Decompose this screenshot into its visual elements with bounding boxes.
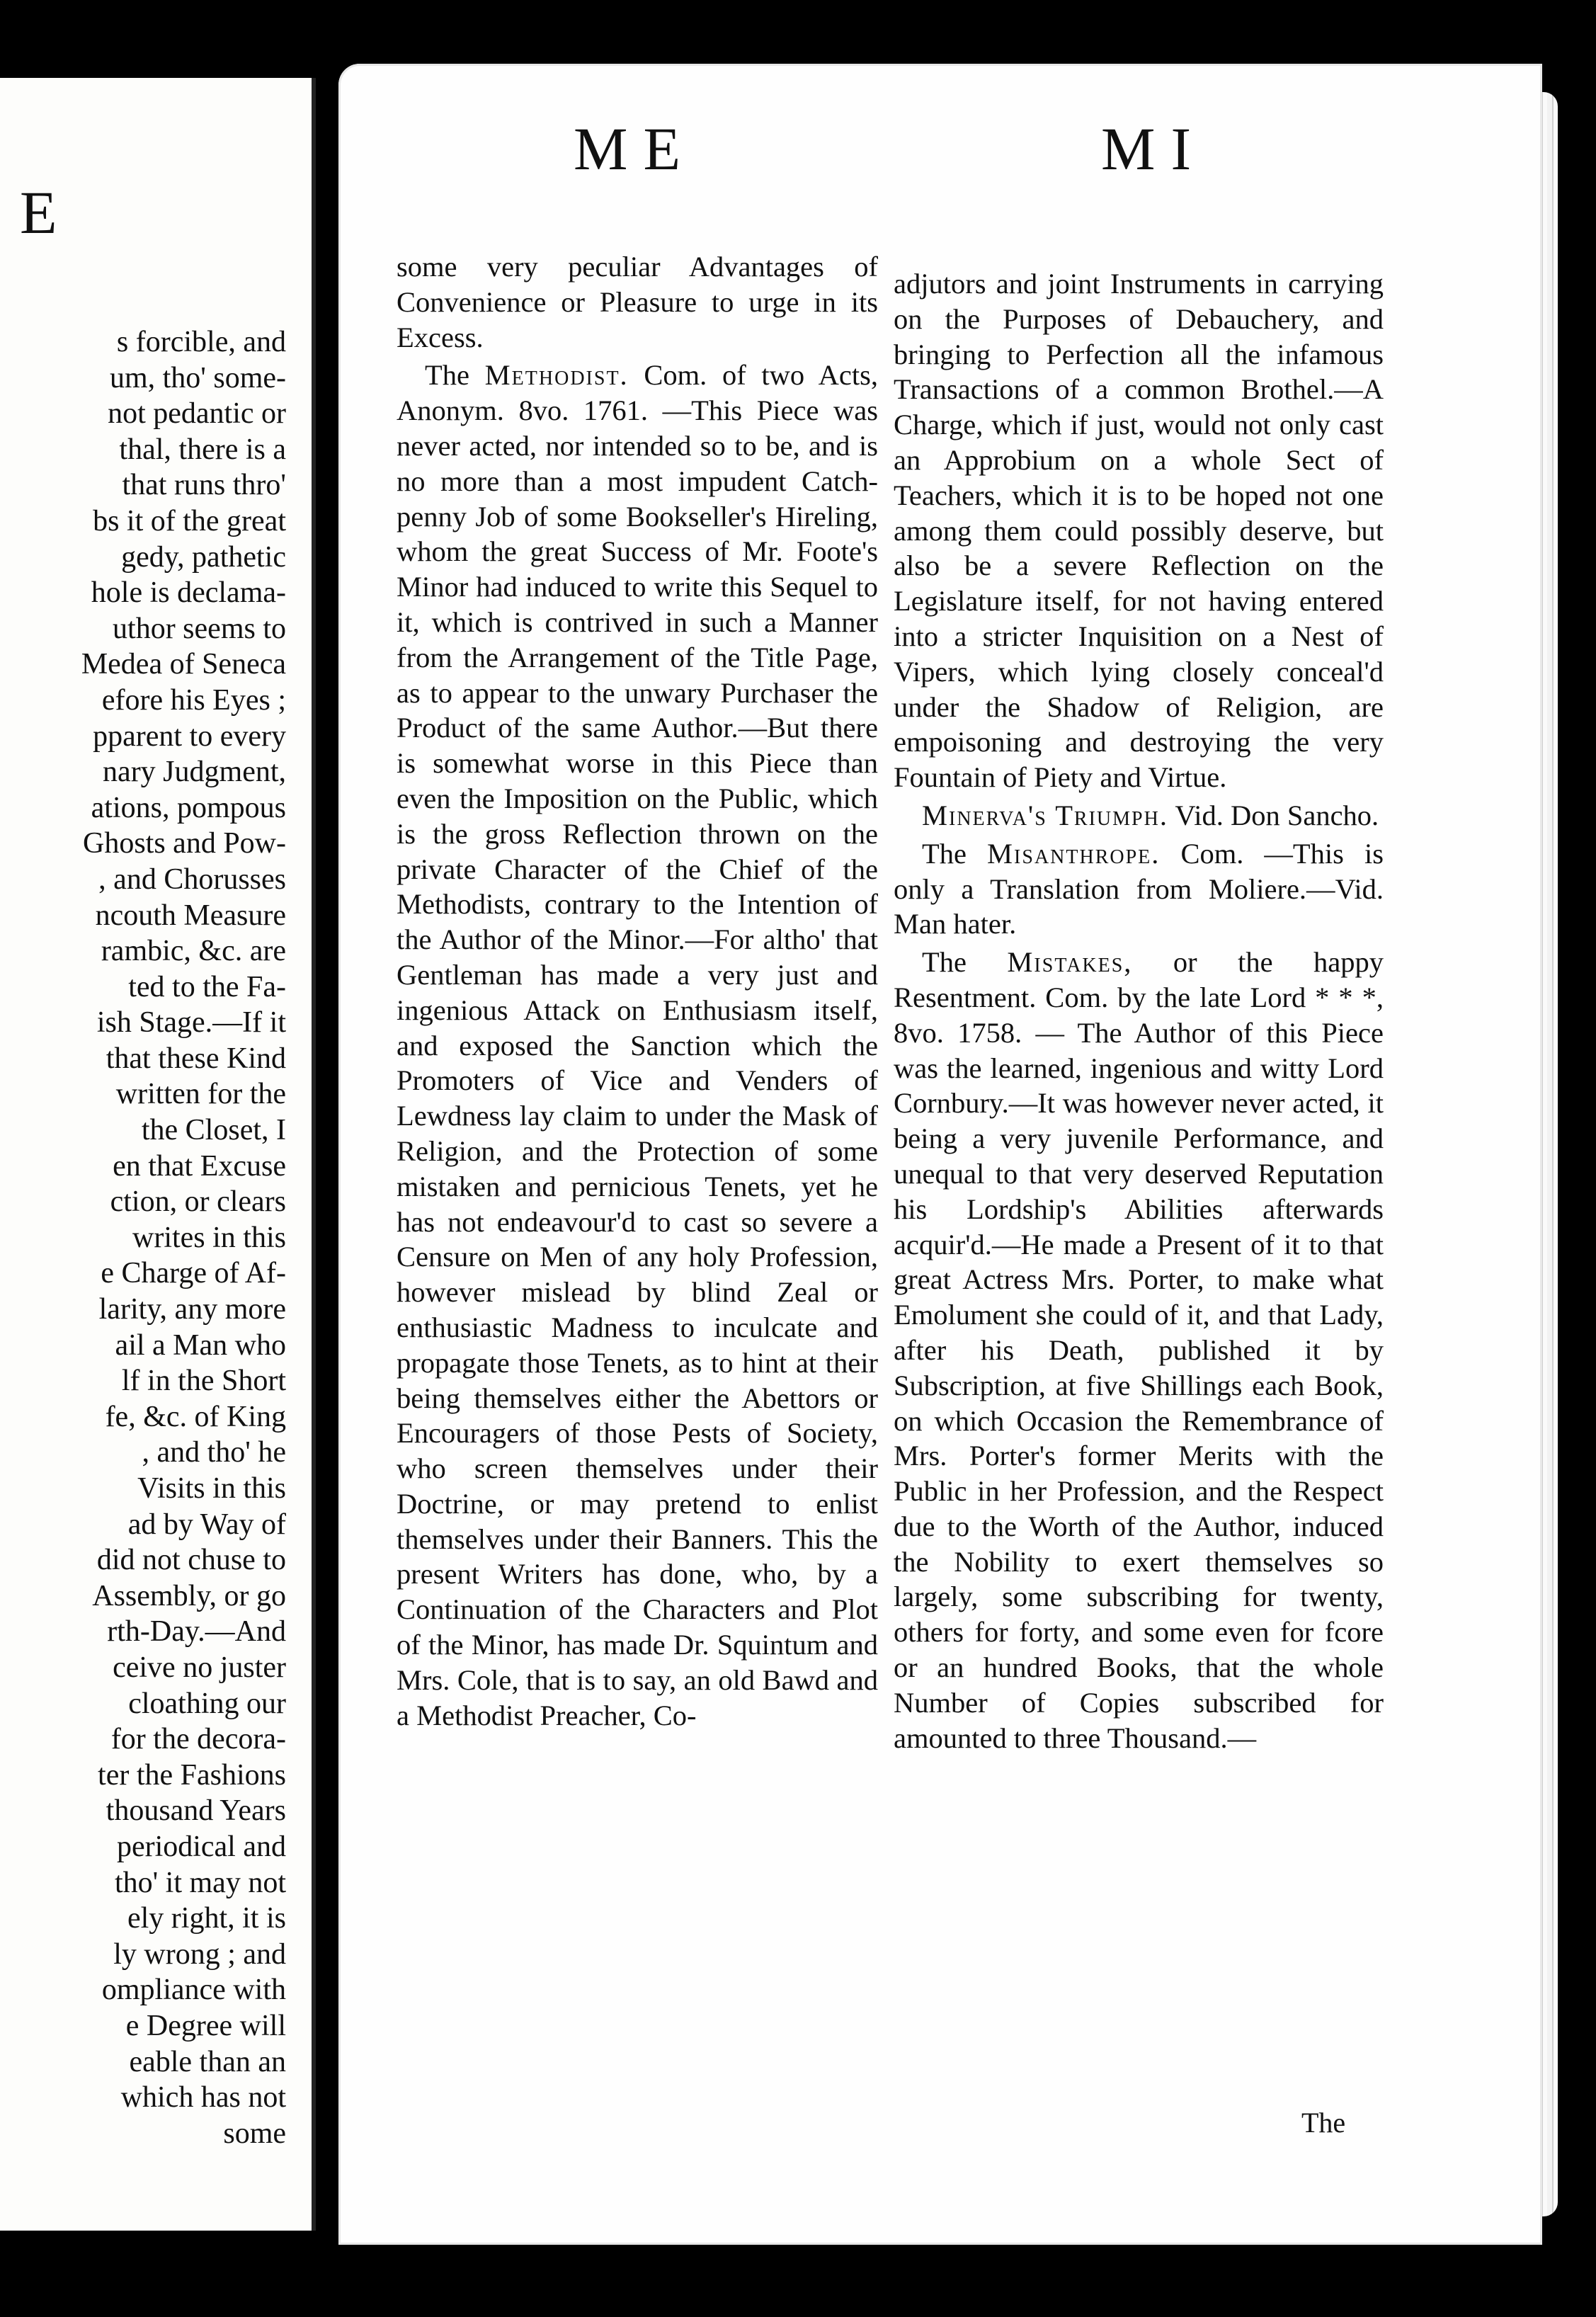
left-page-line: tho' it may not: [114, 1866, 286, 1899]
paragraph: adjutors and joint Instruments in carrying on the Purposes of Debauchery, and bringing to Perfection all the infamous Transactions of a common Brothel.—A Charge, which if just, would not only cast an Approbium on a whole Sect of Teachers, which it is to be hoped not one among them could possibly deserve, but also be a severe Reflection on the Legislature itself, for not having entered into a stricter Inquisition on a Nest of Vipers, which lying closely conceal'd under the Shadow of Religion, are empoisoning and destroying the very Fountain of Piety and Virtue.: [894, 268, 1384, 794]
left-page-text: [0, 324, 286, 2151]
left-page-line: that these Kind: [106, 1042, 286, 1075]
column-left: [397, 249, 878, 1733]
left-page-line: e Degree will: [125, 2009, 286, 2042]
running-head-left: ME: [574, 115, 696, 183]
left-page-line: en that Excuse: [113, 1149, 286, 1183]
left-page-line: the Closet, I: [141, 1114, 286, 1147]
left-page-line: written for the: [115, 1078, 286, 1111]
left-page-line: uthor seems to: [113, 612, 286, 645]
running-head-right: MI: [1101, 115, 1207, 183]
entry-title: Mistakes,: [1007, 946, 1133, 979]
left-page-line: cloathing our: [128, 1687, 286, 1720]
entry-lead: The: [425, 359, 469, 392]
left-page-line: ncouth Measure: [95, 899, 286, 932]
column-right: [894, 266, 1384, 1755]
left-page-line: hole is declama-: [91, 576, 286, 610]
entry-mistakes: [894, 945, 1384, 1755]
left-page-line: did not chuse to: [96, 1544, 286, 1577]
left-page-line: thal, there is a: [119, 433, 286, 466]
entry-text: Com. —This is only a Translation from Moliere.—Vid. Man hater.: [894, 837, 1384, 940]
left-page-line: lf in the Short: [121, 1365, 286, 1398]
entry-text: or the happy Resentment. Com. by the late Lord * * *, 8vo. 1758. — The Author of this Piece was the learned, ingenious and witty Lord Cornbury.—It was however never acted, it being a very juvenile Performance, and unequal to that very deserved Reputation his Lordship's Abilities afterwards acquir'd.—He made a Present of it to that great Actress Mrs. Porter, to make what Emolument she could of it, and that Lady, after his Death, published it by Subscription, at five Shillings each Book, on which Occasion the Remembrance of Mrs. Porter's former Merits with the Public in her Profession, and the Respect due to the Worth of the Author, induced the Nobility to exert themselves so largely, some subscribing for twenty, others for forty, and some even for fcore or an hundred Books, that the whole Number of Copies subscribed for amounted to three Thousand.—: [894, 946, 1384, 1754]
left-page-line: ations, pompous: [91, 791, 286, 824]
entry-methodist: [397, 358, 878, 1733]
left-page-line: ction, or clears: [110, 1185, 286, 1219]
left-page-line: ted to the Fa-: [128, 970, 286, 1003]
left-page-line: Assembly, or go: [92, 1579, 286, 1612]
left-page-line: periodical and: [116, 1830, 286, 1863]
entry-lead: The: [922, 837, 967, 870]
entry-minerva: [894, 798, 1384, 833]
entry-text: Com. of two Acts, Anonym. 8vo. 1761. —This Piece was never acted, nor intended so to be, and is no more than a most impudent Catch-penny Job of some Bookseller's Hireling, whom the great Success of Mr. Foote's Minor had induced to write this Sequel to it, which is contrived in such a Manner from the Arrangement of the Title Page, as to appear to the unwary Purchaser the Product of the same Author.—But there is somewhat worse in this Piece than even the Imposition on the Public, which is the gross Reflection thrown on the private Character of the Chief of the Methodists, contrary to the Intention of the Author of the Minor.—For altho' that Gentleman has made a very just and ingenious Attack on Enthusiasm itself, and exposed the Sanction which the Promoters of Vice and Venders of Lewdness lay claim to under the Mask of Religion, and the Protection of some mistaken and pernicious Tenets, yet he has not endeavour'd to cast so severe a Censure on Men of any holy Profession, however mislead by blind Zeal or enthusiastic Madness to inculcate and propagate those Tenets, as to hint at their being themselves either the Abettors or Encouragers of those Pests of Society, who screen themselves under their Doctrine, or may pretend to enlist themselves under their Banners. This the present Writers has done, who, by a Continuation of the Characters and Plot of the Minor, has made Dr. Squintum and Mrs. Cole, that is to say, an old Bawd and a Methodist Preacher, Co-: [397, 359, 878, 1731]
left-page-line: writes in this: [132, 1221, 286, 1254]
left-page-line: fe, &c. of King: [105, 1400, 286, 1433]
left-page-line: s forcible, and: [116, 326, 286, 358]
left-page-line: ely right, it is: [127, 1902, 286, 1935]
left-page-line: rth-Day.—And: [107, 1615, 286, 1649]
left-page-line: ly wrong ; and: [113, 1937, 286, 1971]
left-page-line: which has not: [120, 2081, 286, 2114]
left-page-line: some: [223, 2117, 286, 2150]
left-page-line: ompliance with: [101, 1974, 286, 2007]
left-page-line: not pedantic or: [108, 397, 286, 431]
left-page-line: , and Chorusses: [98, 863, 286, 896]
left-page-line: ail a Man who: [115, 1328, 286, 1362]
left-page-line: gedy, pathetic: [121, 540, 286, 574]
left-page-line: ceive no juster: [113, 1651, 286, 1684]
left-page-line: pparent to every: [93, 719, 286, 753]
left-page-line: Ghosts and Pow-: [82, 827, 286, 860]
entry-lead: The: [922, 946, 967, 979]
left-page-line: that runs thro': [122, 469, 286, 502]
left-page-line: nary Judgment,: [103, 756, 286, 789]
left-page-line: rambic, &c. are: [101, 935, 286, 968]
paragraph: some very peculiar Advantages of Convenience or Pleasure to urge in its Excess.: [397, 251, 878, 353]
left-page-line: efore his Eyes ;: [101, 683, 286, 717]
entry-title: Minerva's Triumph.: [922, 799, 1168, 831]
left-running-head: E: [20, 178, 60, 246]
left-page-line: um, tho' some-: [109, 361, 286, 394]
left-page-line: e Charge of Af-: [101, 1257, 286, 1290]
left-page-line: larity, any more: [98, 1293, 286, 1326]
left-page-line: for the decora-: [110, 1723, 286, 1756]
catchword: The: [1301, 2107, 1346, 2139]
left-facing-page: [0, 78, 316, 2231]
left-page-line: ad by Way of: [127, 1508, 286, 1541]
left-page-line: Visits in this: [137, 1472, 286, 1505]
left-page-line: Medea of Seneca: [81, 648, 286, 681]
left-page-line: eable than an: [129, 2045, 286, 2078]
left-page-line: bs it of the great: [93, 504, 286, 537]
left-page-line: ish Stage.—If it: [96, 1006, 286, 1040]
entry-title: Misanthrope.: [987, 837, 1161, 870]
left-page-line: ter the Fashions: [98, 1758, 286, 1792]
entry-text: Vid. Don Sancho.: [1175, 799, 1379, 831]
left-page-line: thousand Years: [106, 1794, 286, 1828]
entry-title: Methodist.: [484, 359, 629, 392]
entry-misanthrope: [894, 836, 1384, 942]
left-page-line: , and tho' he: [142, 1436, 286, 1469]
